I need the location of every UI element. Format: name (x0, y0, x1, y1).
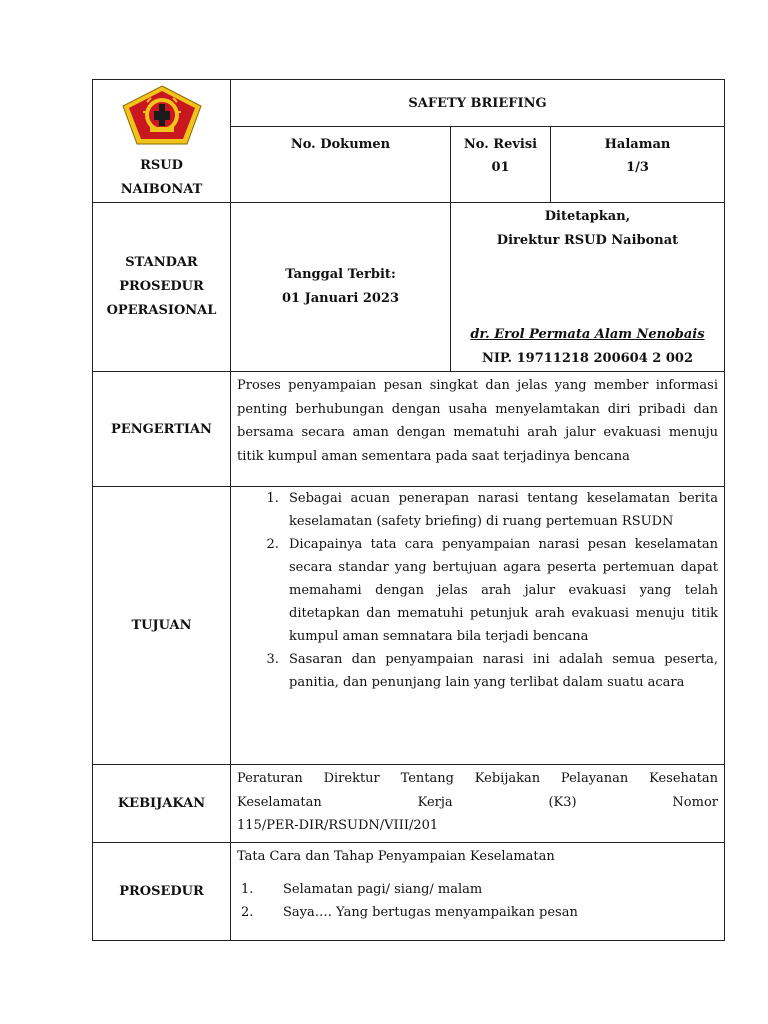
prosedur-step (237, 901, 718, 924)
kebijakan-content (231, 765, 725, 843)
signer-name: dr. Erol Permata Alam Nenobais (470, 327, 705, 342)
kebijakan-label: KEBIJAKAN (93, 765, 231, 843)
issue-date-label: Tanggal Terbit: (285, 267, 396, 282)
tujuan-item-3: 3. Sasaran dan penyampaian narasi ini adalah semua peserta, panitia, dan penunjang lain yang terlibat dalam suatu acara (283, 648, 718, 694)
sop-label-line3: OPERASIONAL (106, 303, 217, 318)
hospital-logo-icon (121, 84, 203, 146)
tujuan-item-1: 1. Sebagai acuan penerapan narasi tentang keselamatan berita keselamatan (safety briefing) di ruang pertemuan RSUDN (283, 487, 718, 533)
kebijakan-line2: Keselamatan Kerja (K3) Nomor (237, 794, 718, 810)
revision-label: No. Revisi (463, 137, 538, 153)
tujuan-label: TUJUAN (93, 487, 231, 765)
issue-date-cell (231, 203, 451, 372)
doc-number-label: No. Dokumen (290, 137, 391, 153)
signer-nip: NIP. 19711218 200604 2 002 (481, 351, 694, 366)
doc-number-cell (231, 127, 451, 203)
revision-value: 01 (491, 160, 510, 176)
approval-line2: Direktur RSUD Naibonat (496, 233, 679, 248)
logo-cell (93, 80, 231, 203)
org-name-line2: NAIBONAT (120, 182, 203, 197)
sop-table (92, 79, 725, 941)
tujuan-item-2: 2. Dicapainya tata cara penyampaian narasi pesan keselamatan secara standar yang bertujuan agara peserta pertemuan dapat memahami dengan jelas arah jalur evakuasi yang telah ditetapkan dan mematuhi petunjuk arah evakuasi menuju titik kumpul aman semnatara bila terjadi bencana (283, 533, 718, 648)
prosedur-step (237, 878, 718, 901)
kebijakan-line1: Peraturan Direktur Tentang Kebijakan Pelayanan Kesehatan (237, 771, 718, 786)
sop-document (92, 79, 724, 930)
tujuan-content (231, 487, 725, 765)
approval-line1: Ditetapkan, (544, 209, 631, 224)
sop-label-line1: STANDAR (125, 255, 198, 270)
sop-label-cell (93, 203, 231, 372)
prosedur-list (237, 878, 718, 924)
step-text: Selamatan pagi/ siang/ malam (283, 881, 483, 897)
step-number: 1. (241, 881, 254, 897)
step-text: Saya…. Yang bertugas menyampaikan pesan (283, 904, 578, 920)
sop-label-line2: PROSEDUR (119, 279, 204, 294)
page-label: Halaman (604, 137, 671, 153)
page-value: 1/3 (626, 160, 649, 176)
prosedur-label: PROSEDUR (93, 843, 231, 941)
kebijakan-line3: 115/PER-DIR/RSUDN/VIII/201 (237, 818, 439, 833)
prosedur-intro: Tata Cara dan Tahap Penyampaian Keselamatan (237, 849, 555, 864)
pengertian-text: Proses penyampaian pesan singkat dan jelas yang member informasi penting berhubungan dengan usaha menyelamtakan diri pribadi dan bersama secara aman dengan mematuhi arah jalur evakuasi menuju titik kumpul aman sementara pada saat terjadinya bencana (231, 372, 725, 487)
tujuan-list (237, 487, 718, 694)
revision-cell (451, 127, 551, 203)
pengertian-label: PENGERTIAN (93, 372, 231, 487)
document-title: SAFETY BRIEFING (231, 80, 725, 127)
issue-date-value: 01 Januari 2023 (281, 291, 399, 306)
page-cell (551, 127, 725, 203)
prosedur-content (231, 843, 725, 941)
approval-cell (451, 203, 725, 372)
org-name-line1: RSUD (140, 158, 183, 173)
step-number: 2. (241, 904, 254, 920)
